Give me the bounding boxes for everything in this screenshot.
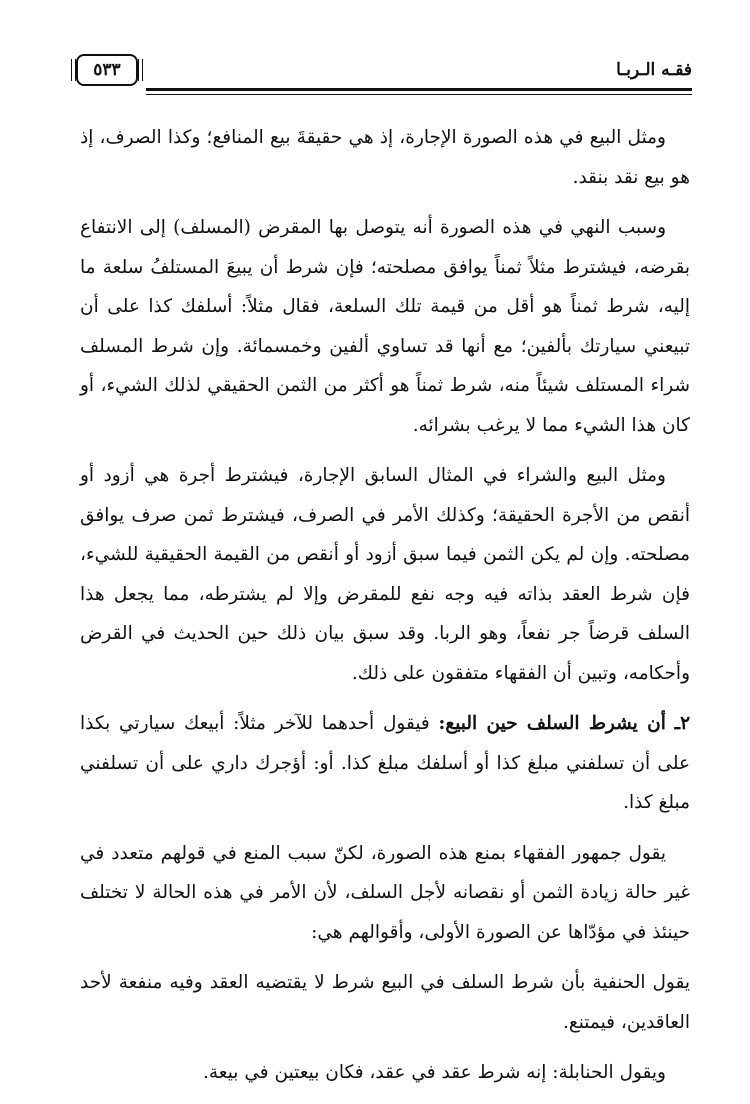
- paragraph-text: وسبب النهي في هذه الصورة أنه يتوصل بها المقرض (المسلف) إلى الانتفاع بقرضه، فيشترط مثلاً ثمناً يوافق مصلحته؛ فإن شرط أن يبيعَ المستلفُ سلعة ما إليه، شرط ثمناً هو أقل من قيمة تلك السلعة، فقال مثلاً: أسلفك كذا على أن تبيعني سيارتك بألفين؛ مع أنها قد تساوي ألفين وخمسمائة. وإن شرط المسلف شراء المستلف شيئاً منه، شرط ثمناً هو أكثر من الثمن الحقيقي لذلك الشيء، أو كان هذا الشيء مما لا يرغب بشرائه.: [80, 217, 690, 436]
- paragraph: [80, 456, 690, 693]
- paragraph: [80, 963, 690, 1042]
- paragraph-text: يقول جمهور الفقهاء بمنع هذه الصورة، لكنّ سبب المنع في قولهم متعدد في غير حالة زيادة الثمن أو نقصانه لأجل السلف، لأن الأمر في هذه الحالة لا تختلف حينئذ في مؤدّاها عن الصورة الأولى، وأقوالهم هي:: [80, 842, 690, 943]
- header-rule: [146, 88, 692, 91]
- paragraph-text: ومثل البيع والشراء في المثال السابق الإجارة، فيشترط أجرة هي أزود أو أنقص من الأجرة الحقيقة؛ وكذلك الأمر في الصرف، فيشترط ثمن صرف يوافق مصلحته. وإن لم يكن الثمن فيما سبق أزود أو أنقص من القيمة الحقيقية للشيء، فإن شرط العقد بذاته فيه وجه نفع للمقرض وإلا لم يشترطه، مما يجعل هذا السلف قرضاً جر نفعاً، وهو الربا. وقد سبق بيان ذلك حين الحديث في القرض وأحكامه، وتبين أن الفقهاء متفقون على ذلك.: [80, 465, 690, 684]
- header-rule-thin: [146, 94, 692, 95]
- paragraph-text: ويقول الحنابلة: إنه شرط عقد في عقد، فكان بيعتين في بيعة.: [203, 1062, 666, 1083]
- paragraph-text: يقول الحنفية بأن شرط السلف في البيع شرط لا يقتضيه العقد وفيه منفعة لأحد العاقدين، فيمتنع.: [80, 972, 690, 1033]
- page-number: ٥٣٣: [76, 54, 138, 86]
- running-title: فقـه الـربـا: [616, 60, 692, 80]
- paragraph: [80, 1053, 690, 1093]
- paragraph: [80, 118, 690, 197]
- page-body: [80, 118, 690, 1104]
- paragraph: [80, 208, 690, 445]
- paragraph-text: ومثل البيع في هذه الصورة الإجارة، إذ هي حقيقةَ بيع المنافع؛ وكذا الصرف، إذ هو بيع نقد بنقد.: [80, 127, 690, 188]
- item-number: ٢ـ: [674, 713, 690, 734]
- item-heading: أن يشرط السلف حين البيع:: [438, 713, 666, 734]
- numbered-paragraph: [80, 704, 690, 823]
- page-header: [76, 50, 692, 96]
- paragraph-text: فيقول أحدهما للآخر مثلاً: أبيعك سيارتي بكذا على أن تسلفني مبلغ كذا أو أسلفك مبلغ كذا. أو: أؤجرك داري على أن تسلفني مبلغ كذا.: [80, 713, 690, 813]
- paragraph: [80, 834, 690, 953]
